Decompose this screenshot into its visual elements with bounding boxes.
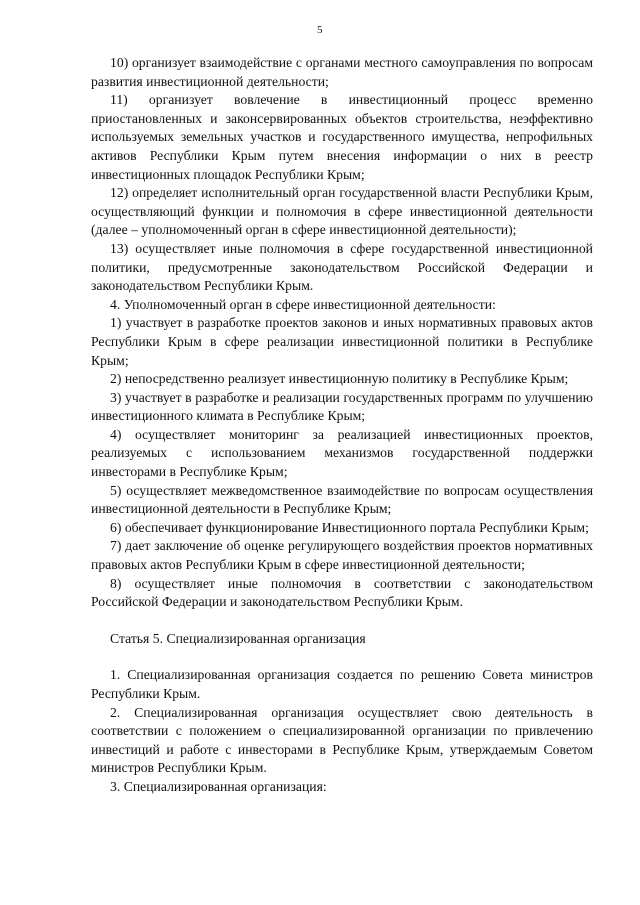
paragraph-subitem-7: 7) дает заключение об оценке регулирующего воздействия проектов нормативных правовых актов Республики Крым в сфере инвестиционной деятельности; [91,538,593,573]
page-number: 5 [317,24,323,36]
paragraph-item-11: 11) организует вовлечение в инвестиционный процесс временно приостановленных и законсервированных объектов строительства, неэффективно используемых земельных участков и государственного имущества, непрофильных активов Республики Крым путем внесения информации о них в реестр инвестиционных площадок Республики Крым; [91,92,593,182]
paragraph-section-4: 4. Уполномоченный орган в сфере инвестиционной деятельности: [110,296,496,312]
article-paragraph-2: 2. Специализированная организация осуществляет свою деятельность в соответствии с положением о специализированной организации по привлечению инвестиций и работе с инвесторами в Республике Крым, утверждаемым Советом министров Республики Крым. [91,704,593,776]
article-paragraph-3: 3. Специализированная организация: [110,778,327,794]
paragraph-subitem-8: 8) осуществляет иные полномочия в соответствии с законодательством Российской Федерации и законодательством Республики Крым. [91,575,593,610]
paragraph-subitem-3: 3) участвует в разработке и реализации государственных программ по улучшению инвестиционного климата в Республике Крым; [91,389,593,424]
paragraph-item-13: 13) осуществляет иные полномочия в сфере государственной инвестиционной политики, предусмотренные законодательством Российской Федерации и законодательством Республики Крым. [91,240,593,294]
document-body [91,54,593,797]
article-paragraph-1: 1. Специализированная организация создается по решению Совета министров Республики Крым. [91,667,593,701]
paragraph-subitem-5: 5) осуществляет межведомственное взаимодействие по вопросам осуществления инвестиционной деятельности в Республике Крым; [91,482,593,517]
paragraph-subitem-1: 1) участвует в разработке проектов законов и иных нормативных правовых актов Республики Крым в сфере реализации инвестиционной политики в Республике Крым; [91,315,593,368]
paragraph-item-10: 10) организует взаимодействие с органами местного самоуправления по вопросам развития инвестиционной деятельности; [91,55,593,89]
paragraph-subitem-4: 4) осуществляет мониторинг за реализацией инвестиционных проектов, реализуемых с использованием механизмов государственной поддержки инвесторами в Республике Крым; [91,426,593,480]
paragraph-subitem-2: 2) непосредственно реализует инвестиционную политику в Республике Крым; [110,371,569,387]
article-heading: Статья 5. Специализированная организация [110,630,366,646]
paragraph-item-12: 12) определяет исполнительный орган государственной власти Республики Крым, осуществляющий функции и полномочия в сфере инвестиционной деятельности (далее – уполномоченный орган в сфере инвестиционной деятельности); [91,185,593,238]
paragraph-subitem-6: 6) обеспечивает функционирование Инвестиционного портала Республики Крым; [110,519,589,535]
